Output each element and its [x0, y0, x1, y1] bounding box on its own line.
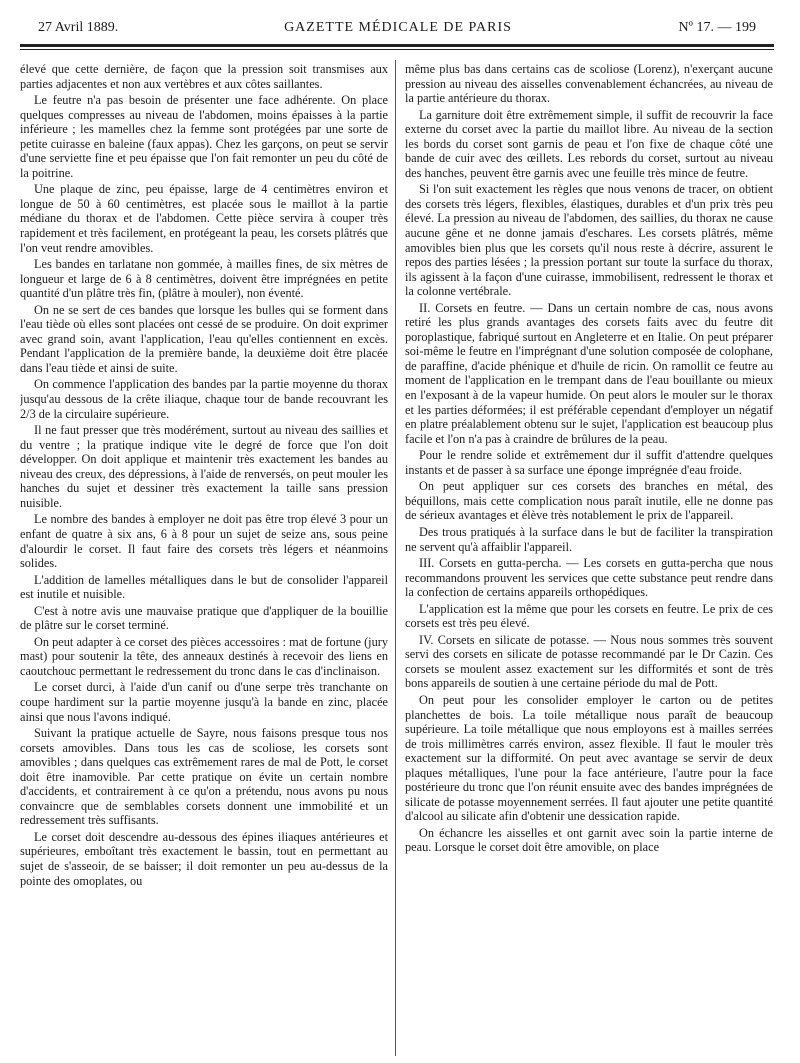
- paragraph: Les bandes en tarlatane non gommée, à mailles fines, de six mètres de longueur et large de 6 à 8 centimètres, doivent être imprégnées en petite quantité d'un plâtre très fin, (plâtre à mouler), non éventé.: [20, 257, 388, 301]
- paragraph: élevé que cette dernière, de façon que la pression soit transmises aux parties adjacentes et non aux vertèbres et aux côtes saillantes.: [20, 62, 388, 91]
- paragraph: Une plaque de zinc, peu épaisse, large de 4 centimètres environ et longue de 50 à 60 centimètres, est placée sous le maillot à la partie médiane du thorax et de l'abdomen. Cette pièce servira à couper très rapidement et très facilement, en protégeant la peau, les corsets plâtrés que l'on veut rendre amovibles.: [20, 182, 388, 255]
- paragraph: Le feutre n'a pas besoin de présenter une face adhérente. On place quelques compresses au niveau de l'abdomen, moins épaisses à la partie inférieure ; les mamelles chez la femme sont protégées par une sorte de petite cuirasse en baleine (faux appas). Chez les garçons, on peut se servir d'une serviette fine et peu épaisse que l'on fait remonter un peu du côté de la poitrine.: [20, 93, 388, 180]
- paragraph: On échancre les aisselles et ont garnit avec soin la partie interne de peau. Lorsque le corset doit être amovible, on place: [405, 825, 773, 855]
- section-corsets-en-gutta-percha: III. Corsets en gutta-percha. — Les corsets en gutta-percha que nous recommandons prouvent les services que cette substance peut rendre dans la confection de certains appareils orthopédiques.: [405, 556, 773, 600]
- paragraph: L'application est la même que pour les corsets en feutre. Le prix de ces corsets est très peu élevé.: [405, 601, 773, 631]
- paragraph: Si l'on suit exactement les règles que nous venons de tracer, on obtient des corsets très légers, flexibles, élastiques, durables et d'un prix très peu élevé. La pression au niveau de l'abdomen, des saillies, du thorax ne cause aucune gêne et ne donne jamais d'eschares. Les corsets plâtrés, même amovibles bien plus que les corsets qu'il nous reste à décrire, assurent le repos des parties lésées ; la pression portant sur toute la surface du thorax, ils agissent à la façon d'une cuirasse, immobilisent, redressent le thorax et la colonne vertébrale.: [405, 182, 773, 299]
- paragraph: Le corset durci, à l'aide d'un canif ou d'une serpe très tranchante on coupe hardiment sur la partie moyenne jusqu'à la bande en zinc, placée ainsi que nous l'avons indiqué.: [20, 680, 388, 724]
- paragraph: On ne se sert de ces bandes que lorsque les bulles qui se forment dans l'eau tiède où elles sont placées ont cessé de se produire. On doit exprimer avec grand soin, avant l'application, l'eau qu'elles contiennent en excès. Pendant l'application de la première bande, la deuxième doit être placée dans l'eau tiède et ainsi de suite.: [20, 302, 388, 375]
- paragraph: même plus bas dans certains cas de scoliose (Lorenz), n'exerçant aucune pression au niveau des aisselles convenablement échancrées, au niveau de la partie antérieure du thorax.: [405, 62, 773, 106]
- header-rule: [20, 44, 774, 50]
- column-divider: [395, 60, 396, 1056]
- paragraph: La garniture doit être extrêmement simple, il suffit de recouvrir la face externe du corset avec la partie du maillot libre. Au niveau de la section les bords du corset sont garnis de peau et l'on fixe de chaque côté une bande de cuir avec des œillets. Les rebords du corset, surtout au niveau des hanches, peuvent être garnis avec une feuille très mince de feutre.: [405, 107, 773, 180]
- paragraph: Il ne faut presser que très modérément, surtout au niveau des saillies et du ventre ; la pratique indique vite le degré de force que l'on doit développer. On doit applique et maintenir très exactement les bandes au niveau des creux, des dépressions, à l'aide de renversés, on peut mouler les hanches du sujet et dessiner très exactement la taille sans pression nuisible.: [20, 423, 388, 510]
- paragraph: Pour le rendre solide et extrêmement dur il suffit d'attendre quelques instants et de passer à sa surface une éponge imprégnée d'eau froide.: [405, 448, 773, 477]
- page-header: [18, 14, 778, 40]
- paragraph: L'addition de lamelles métalliques dans le but de consolider l'appareil est inutile et nuisible.: [20, 572, 388, 602]
- paragraph: On peut appliquer sur ces corsets des branches en métal, des béquillons, mais cette complication nous paraît inutile, elle ne donne pas de sérieux avantages et élève très notablement le prix de l'appareil.: [405, 479, 773, 523]
- paragraph: C'est à notre avis une mauvaise pratique que d'appliquer de la bouillie de plâtre sur le corset terminé.: [20, 603, 388, 633]
- journal-title: GAZETTE MÉDICALE DE PARIS: [284, 20, 512, 35]
- issue-number-page: Nº 17. — 199: [678, 20, 756, 35]
- paragraph: Le nombre des bandes à employer ne doit pas être trop élevé 3 pour un enfant de quatre à six ans, 6 à 8 pour un sujet de seize ans, sous peine d'alourdir le corset. Il faut faire des corsets très légers et néanmoins solides.: [20, 512, 388, 571]
- paragraph: On commence l'application des bandes par la partie moyenne du thorax jusqu'au dessous de la crête iliaque, chaque tour de bande recouvrant les 2/3 de la circulaire supérieure.: [20, 377, 388, 421]
- left-column: [20, 62, 388, 1052]
- section-corsets-en-silicate: IV. Corsets en silicate de potasse. — Nous nous sommes très souvent servi des corsets en silicate de potasse recommandé par le Dr Cazin. Ces corsets se moulent assez exactement sur les difformités et sont de très bons appareils de soutien à une certaine période du mal de Pott.: [405, 632, 773, 691]
- section-corsets-en-feutre: II. Corsets en feutre. — Dans un certain nombre de cas, nous avons retiré les plus grands avantages des corsets faits avec du feutre dit poroplastique, fabriqué surtout en Angleterre et en Italie. On peut préparer soi-même le feutre en l'imprégnant d'une solution composée de colophane, de paraffine, d'acide phénique et d'huile de ricin. On ramollit ce feutre au moment de l'application en le trempant dans de l'eau bouillante ou mieux en l'exposant à de la vapeur humide. On peut alors le mouler sur le thorax et les parties déformées; il est préférable cependant d'employer un négatif en platre préalablement obtenu sur le sujet, l'application est beaucoup plus facile et l'on n'a pas à craindre de brûlures de la peau.: [405, 300, 773, 446]
- paragraph: On peut pour les consolider employer le carton ou de petites planchettes de bois. La toile métallique nous paraît de beaucoup supérieure. La toile métallique que nous employons est à mailles serrées de trois millimètres carrés environ, assez flexible. Il faut le mouler très exactement sur la difformité. On peut avec avantage se servir de deux plaques métalliques, l'une pour la face antérieure, l'autre pour la face postérieure du tronc que l'on réunit ensuite avec des bandes imprégnées de silicate de potasse moyennement serrées. Il faut ajouter une petite quantité d'alcool au silicate afin d'obtenir une dessication rapide.: [405, 692, 773, 824]
- paragraph: Le corset doit descendre au-dessous des épines iliaques antérieures et supérieures, emboîtant très exactement le bassin, tout en permettant au sujet de s'asseoir, de se baisser; il doit remonter un peu au-dessus de la pointe des omoplates, ou: [20, 829, 388, 888]
- right-column: [405, 62, 773, 1052]
- paragraph: On peut adapter à ce corset des pièces accessoires : mat de fortune (jury mast) pour soutenir la tête, des anneaux destinés à recevoir des liens en caoutchouc permettant le redressement du tronc dans le cas d'inclinaison.: [20, 634, 388, 678]
- issue-date: 27 Avril 1889.: [38, 20, 119, 35]
- paragraph: Des trous pratiqués à la surface dans le but de faciliter la transpiration ne servent qu'à affaiblir l'appareil.: [405, 524, 773, 554]
- paragraph: Suivant la pratique actuelle de Sayre, nous faisons presque tous nos corsets amovibles. Dans tous les cas de scoliose, les corsets sont amovibles ; dans quelques cas extrêmement rares de mal de Pott, le corset doit être inamovible. Par cette pratique on évite un certain nombre d'accidents, et contrairement à ce qu'on a prétendu, nous avons pu nous convaincre que de semblables corsets donnent une immobilité et un redressement très suffisants.: [20, 726, 388, 828]
